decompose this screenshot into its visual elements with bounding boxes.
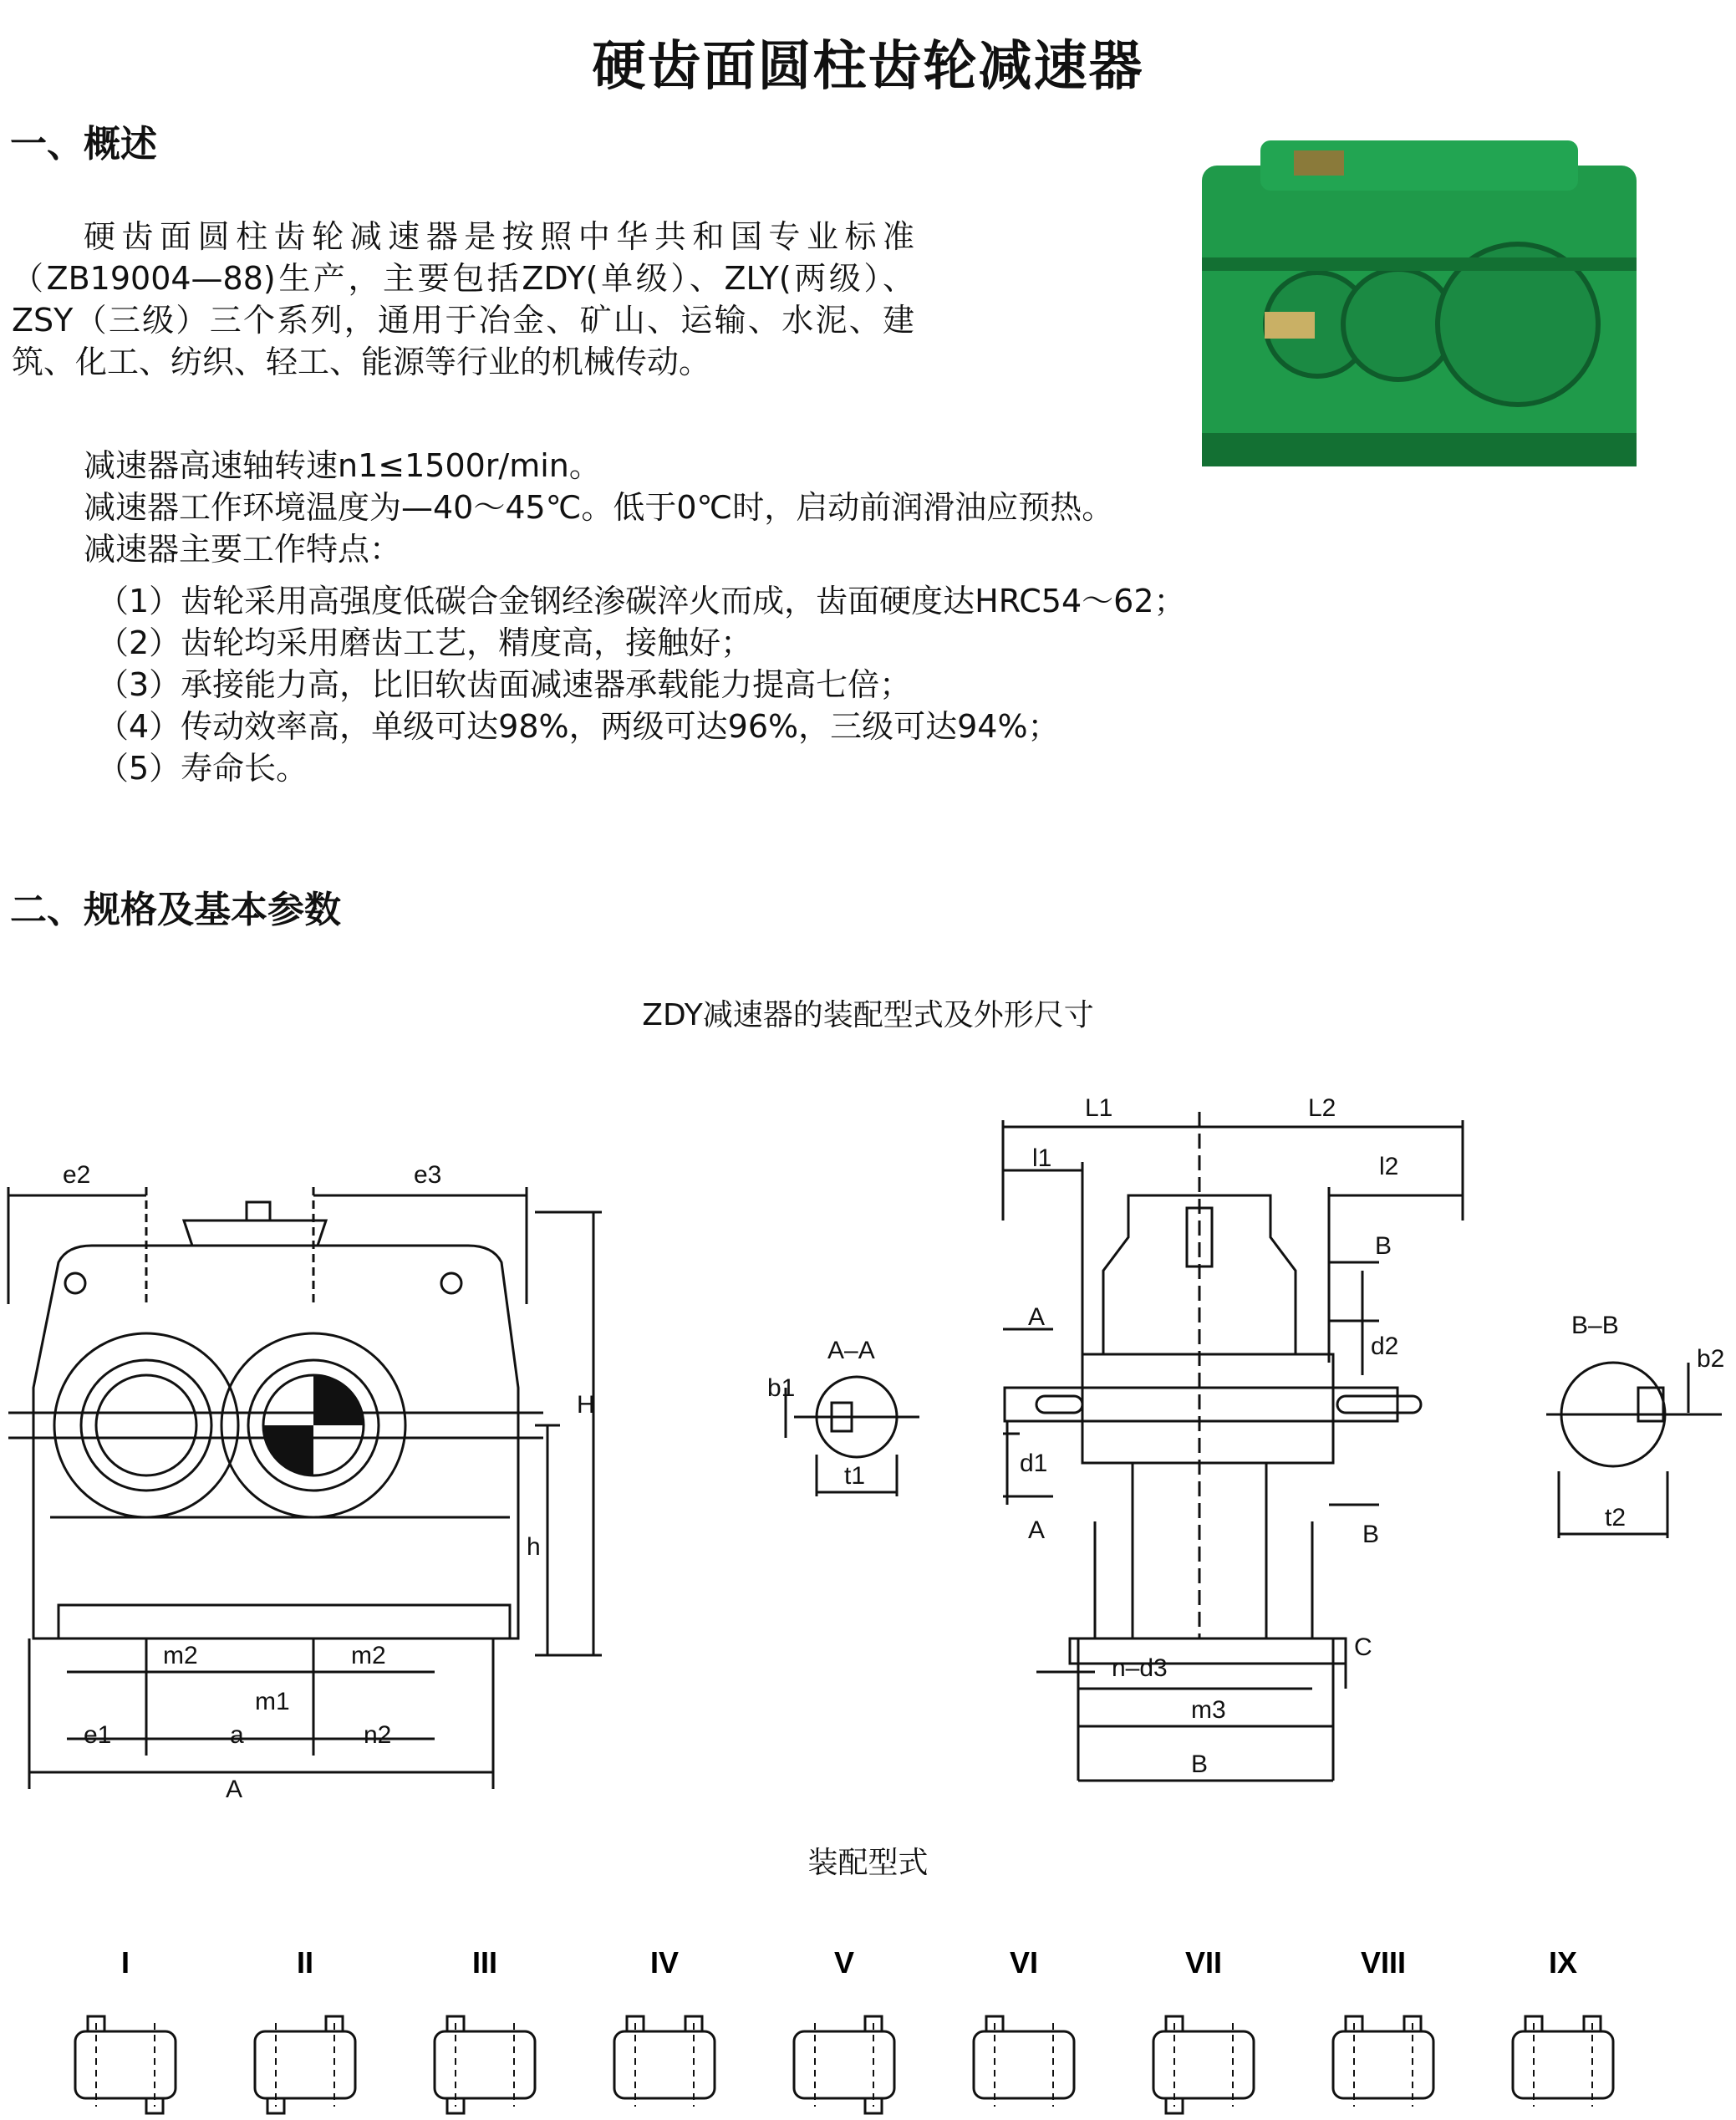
dim-label-t1: t1: [844, 1462, 866, 1490]
assembly-type-3: [435, 1945, 535, 2113]
assembly-type-1: [75, 1945, 176, 2113]
assembly-type-6: [974, 1945, 1074, 2107]
dim-label-B: B: [1191, 1751, 1209, 1778]
dim-label-A: A: [226, 1776, 243, 1803]
features-intro-line: 减速器主要工作特点：: [84, 531, 402, 568]
assembly-type-label: IV: [649, 1945, 680, 1980]
dim-label-b1: b1: [767, 1374, 796, 1402]
dim-label-b2: b2: [1697, 1345, 1725, 1373]
assembly-type-9: [1513, 1945, 1613, 2107]
housing-outline: [1153, 2031, 1254, 2098]
section-heading-overview: 一、概述: [10, 123, 157, 166]
housing-outline: [1333, 2031, 1433, 2098]
intro-paragraph: [12, 216, 914, 383]
dim-label-H: H: [577, 1391, 595, 1419]
assembly-type-7: [1153, 1945, 1254, 2113]
dim-label-e2: e2: [63, 1161, 91, 1189]
dim-label-l1: l1: [1032, 1144, 1052, 1172]
assembly-type-label: III: [471, 1945, 498, 1980]
input-shaft: [1265, 312, 1315, 339]
housing-outline: [1513, 2031, 1613, 2098]
housing-outline: [75, 2031, 176, 2098]
dim-label-a: a: [230, 1721, 244, 1749]
section-heading-specs: 二、规格及基本参数: [10, 889, 341, 931]
dim-label-e3: e3: [414, 1161, 442, 1189]
dim-label-h: h: [527, 1533, 541, 1561]
front-view-drawing: [0, 1137, 635, 1806]
dim-label-m2-right: m2: [351, 1642, 386, 1669]
side-view-drawing: [995, 1087, 1513, 1797]
section-bb-title: B–B: [1571, 1312, 1619, 1339]
dim-label-n2: n2: [364, 1721, 392, 1749]
housing-outline: [794, 2031, 894, 2098]
housing-outline: [614, 2031, 715, 2098]
section-aa-title: A–A: [827, 1337, 875, 1364]
intro-text: 硬齿面圆柱齿轮减速器是按照中华共和国专业标准（ZB19004—88)生产，主要包括ZDY(单级）、ZLY(两级）、ZSY（三级）三个系列，通用于冶金、矿山、运输、水泥、建筑、化工、纺织、轻工、能源等行业的机械传动。: [12, 218, 914, 380]
housing-outline: [435, 2031, 535, 2098]
speed-line: 减速器高速轴转速n1≤1500r/min。: [84, 447, 601, 484]
dim-label-m1: m1: [255, 1688, 290, 1715]
section-bb-drawing: [1513, 1304, 1730, 1572]
assembly-types-row: [67, 1939, 1672, 2115]
section-marker-A-bottom: A: [1028, 1516, 1046, 1544]
dim-label-L1: L1: [1085, 1094, 1113, 1122]
dim-label-C: C: [1354, 1633, 1372, 1661]
section-marker-A-top: A: [1028, 1303, 1046, 1331]
section-marker-B-bottom: B: [1362, 1521, 1380, 1548]
dim-label-l2: l2: [1379, 1153, 1399, 1180]
assembly-type-label: VIII: [1360, 1945, 1407, 1980]
assembly-type-label: I: [120, 1945, 130, 1980]
dim-label-d2: d2: [1371, 1333, 1399, 1360]
dim-label-m2-left: m2: [163, 1642, 198, 1669]
housing-outline: [974, 2031, 1074, 2098]
feature-item: （3）承接能力高，比旧软齿面减速器承载能力提高七倍；: [97, 666, 912, 703]
nameplate: [1294, 150, 1344, 176]
assembly-type-label: II: [296, 1945, 314, 1980]
dim-label-m3: m3: [1191, 1696, 1226, 1724]
assembly-type-label: V: [833, 1945, 855, 1980]
page-title: 硬齿面圆柱齿轮减速器: [592, 36, 1144, 98]
feature-item: （1）齿轮采用高强度低碳合金钢经渗碳淬火而成，齿面硬度达HRC54～62；: [97, 583, 1186, 619]
assembly-caption: 装配型式: [807, 1846, 929, 1880]
feature-item: （2）齿轮均采用磨齿工艺，精度高，接触好；: [97, 624, 753, 661]
feature-item: （5）寿命长。: [97, 750, 308, 787]
dim-label-e1: e1: [84, 1721, 112, 1749]
dim-label-L2: L2: [1308, 1094, 1336, 1122]
housing-base: [1202, 433, 1637, 466]
assembly-type-5: [794, 1945, 894, 2113]
assembly-type-label: VII: [1184, 1945, 1223, 1980]
dim-label-n-d3: n–d3: [1112, 1654, 1168, 1682]
gear-reducer-photo: [1185, 132, 1655, 476]
dim-label-t2: t2: [1605, 1504, 1627, 1531]
temperature-line: 减速器工作环境温度为—40～45℃。低于0℃时，启动前润滑油应预热。: [84, 489, 1114, 526]
feature-item: （4）传动效率高，单级可达98%，两级可达96%，三级可达94%；: [97, 708, 1060, 745]
section-marker-B-top: B: [1375, 1232, 1392, 1260]
assembly-type-8: [1333, 1945, 1433, 2107]
housing-outline: [255, 2031, 355, 2098]
assembly-type-label: IX: [1548, 1945, 1578, 1980]
figure-caption: ZDY减速器的装配型式及外形尺寸: [642, 998, 1094, 1032]
assembly-type-label: VI: [1009, 1945, 1039, 1980]
assembly-type-2: [255, 1945, 355, 2113]
section-aa-drawing: [752, 1329, 944, 1521]
assembly-type-4: [614, 1945, 715, 2107]
dim-label-d1: d1: [1020, 1450, 1048, 1477]
